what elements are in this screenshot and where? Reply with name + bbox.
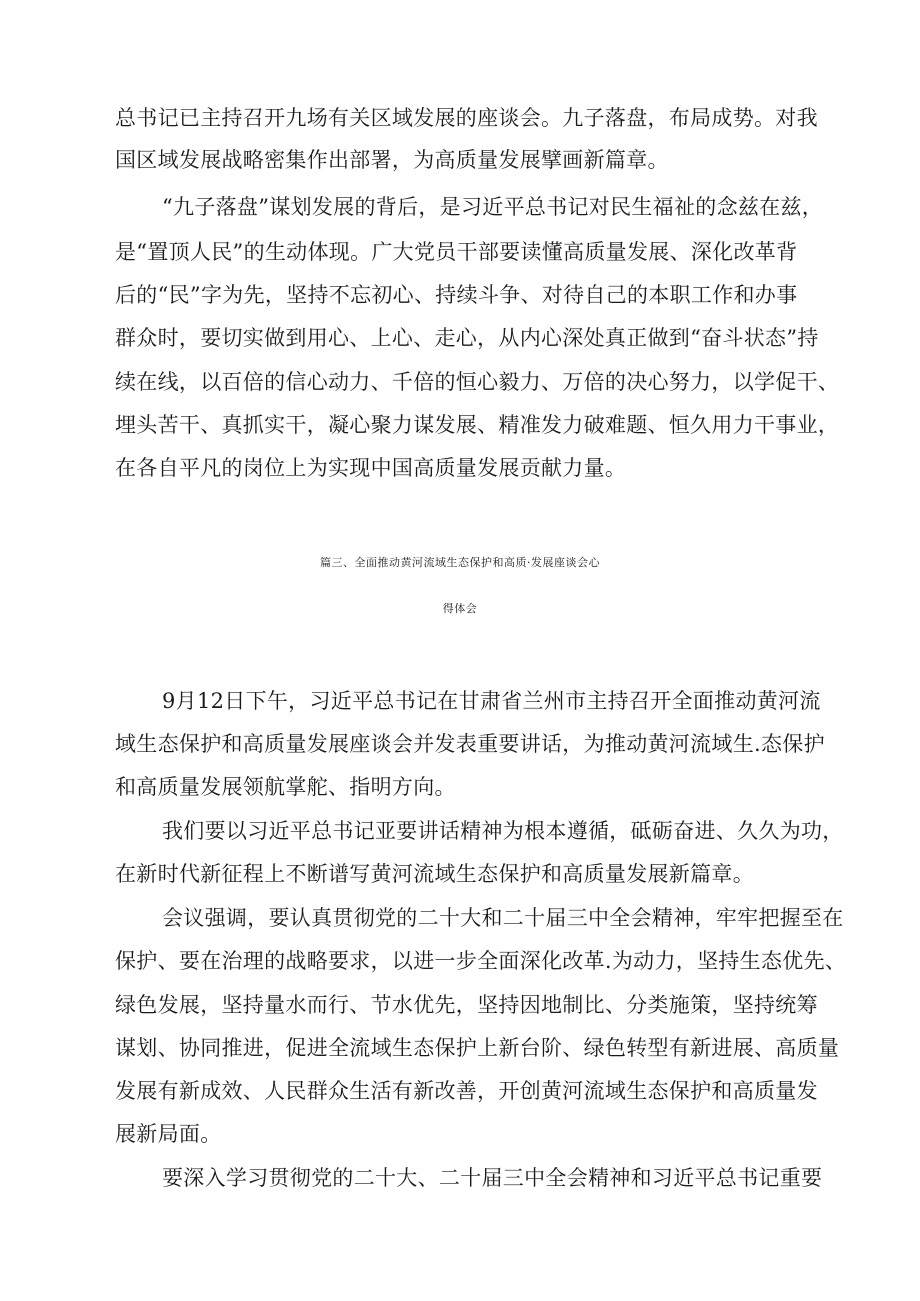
paragraph-line: 谋划、协同推进，促进全流域生态保护上新台阶、绿色转型有新进展、高质量 <box>115 1036 840 1060</box>
paragraph-line: 在各自平凡的岗位上为实现中国高质量发展贡献力量。 <box>115 456 627 480</box>
paragraph-line: “九子落盘”谋划发展的背后，是习近平总书记对民生福祉的念兹在兹， <box>162 195 824 219</box>
paragraph-line: 绿色发展，坚持量水而行、节水优先，坚持因地制比、分类施策，坚持统筹 <box>115 993 818 1017</box>
section-title: 篇三、全面推动黄河流域生态保护和高质·发展座谈会心 <box>320 556 600 569</box>
paragraph-line: 埋头苦干、真抓实干，凝心聚力谋发展、精准发力破难题、恒久用力干事业， <box>115 413 840 437</box>
paragraph-line: 保护、要在治理的战略要求，以进一步全面深化改革.为动力，坚持生态优先、 <box>115 949 847 973</box>
paragraph-line: 域生态保护和高质量发展座谈会并发表重要讲话，为推动黄河流域生.态保护 <box>115 732 825 756</box>
paragraph-line: 和高质量发展领航掌舵、指明方向。 <box>115 775 456 799</box>
section-title: 得体会 <box>442 602 478 615</box>
paragraph-line: 群众时，要切实做到用心、上心、走心，从内心深处真正做到“奋斗状态”持 <box>115 326 819 350</box>
paragraph-line: 在新时代新征程上不断谱写黄河流域生态保护和高质量发展新篇章。 <box>115 862 754 886</box>
paragraph-line: 续在线，以百倍的信心动力、千倍的恒心毅力、万倍的决心努力，以学促干、 <box>115 370 840 394</box>
paragraph-line: 国区域发展战略密集作出部署，为高质量发展擘画新篇章。 <box>115 148 669 172</box>
paragraph-line: 9月12日下午，习近平总书记在甘肃省兰州市主持召开全面推动黄河流 <box>162 689 821 713</box>
paragraph-line: 总书记已主持召开九场有关区域发展的座谈会。九子落盘，布局成势。对我 <box>115 106 818 130</box>
paragraph-line: 展新局面。 <box>115 1122 222 1146</box>
paragraph-line: 要深入学习贯彻党的二十大、二十届三中全会精神和习近平总书记重要 <box>162 1166 823 1190</box>
paragraph-line: 我们要以习近平总书记亚要讲话精神为根本遵循，砥砺奋进、久久为功， <box>162 819 844 843</box>
paragraph-line: 会议强调，要认真贯彻党的二十大和二十届三中全会精神，牢牢把握至在 <box>162 906 844 930</box>
paragraph-line: 后的“民”字为先，坚持不忘初心、持续斗争、对待自己的本职工作和办事 <box>115 283 798 307</box>
paragraph-line: 是“置顶人民”的生动体现。广大党员干部要读懂高质量发展、深化改革背 <box>115 240 798 264</box>
paragraph-line: 发展有新成效、人民群众生活有新改善，开创黄河流域生态保护和高质量发 <box>115 1079 818 1103</box>
